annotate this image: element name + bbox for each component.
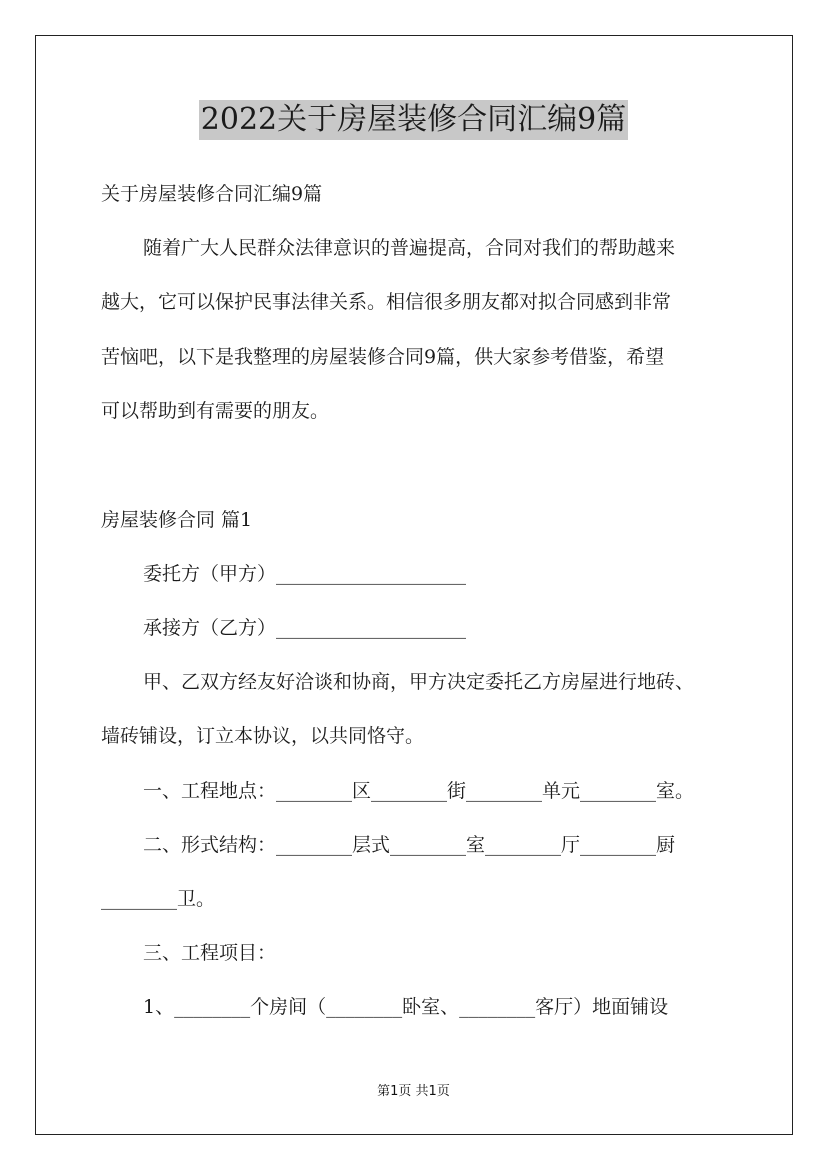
title-container xyxy=(0,100,827,140)
project-item-1: 1、________个房间（________卧室、________客厅）地面铺设 xyxy=(143,996,669,1018)
document-title: 2022关于房屋装修合同汇编9篇 xyxy=(199,100,628,140)
clause-location: 一、工程地点：________区________街________单元________室。 xyxy=(143,780,695,802)
intro-paragraph-line-3: 苦恼吧，以下是我整理的房屋装修合同9篇，供大家参考借鉴，希望 xyxy=(101,346,665,368)
party-a-line: 委托方（甲方）____________________ xyxy=(143,563,467,585)
clause-structure-line-2: ________卫。 xyxy=(101,888,216,910)
agreement-line-1: 甲、乙双方经友好洽谈和协商，甲方决定委托乙方房屋进行地砖、 xyxy=(143,671,695,693)
document-subtitle: 关于房屋装修合同汇编9篇 xyxy=(101,183,323,205)
agreement-line-2: 墙砖铺设，订立本协议，以共同恪守。 xyxy=(101,725,425,747)
page-number-label: 第1页 共1页 xyxy=(377,1084,450,1099)
page-footer xyxy=(0,1083,827,1101)
intro-paragraph-line-2: 越大，它可以保护民事法律关系。相信很多朋友都对拟合同感到非常 xyxy=(101,291,672,313)
intro-paragraph-line-4: 可以帮助到有需要的朋友。 xyxy=(101,400,330,422)
clause-project: 三、工程项目： xyxy=(143,942,277,964)
party-b-line: 承接方（乙方）____________________ xyxy=(143,617,467,639)
clause-structure-line-1: 二、形式结构：________层式________室________厅________厨 xyxy=(143,834,676,856)
intro-paragraph-line-1: 随着广大人民群众法律意识的普遍提高，合同对我们的帮助越来 xyxy=(143,237,676,259)
section-heading: 房屋装修合同 篇1 xyxy=(101,509,253,531)
